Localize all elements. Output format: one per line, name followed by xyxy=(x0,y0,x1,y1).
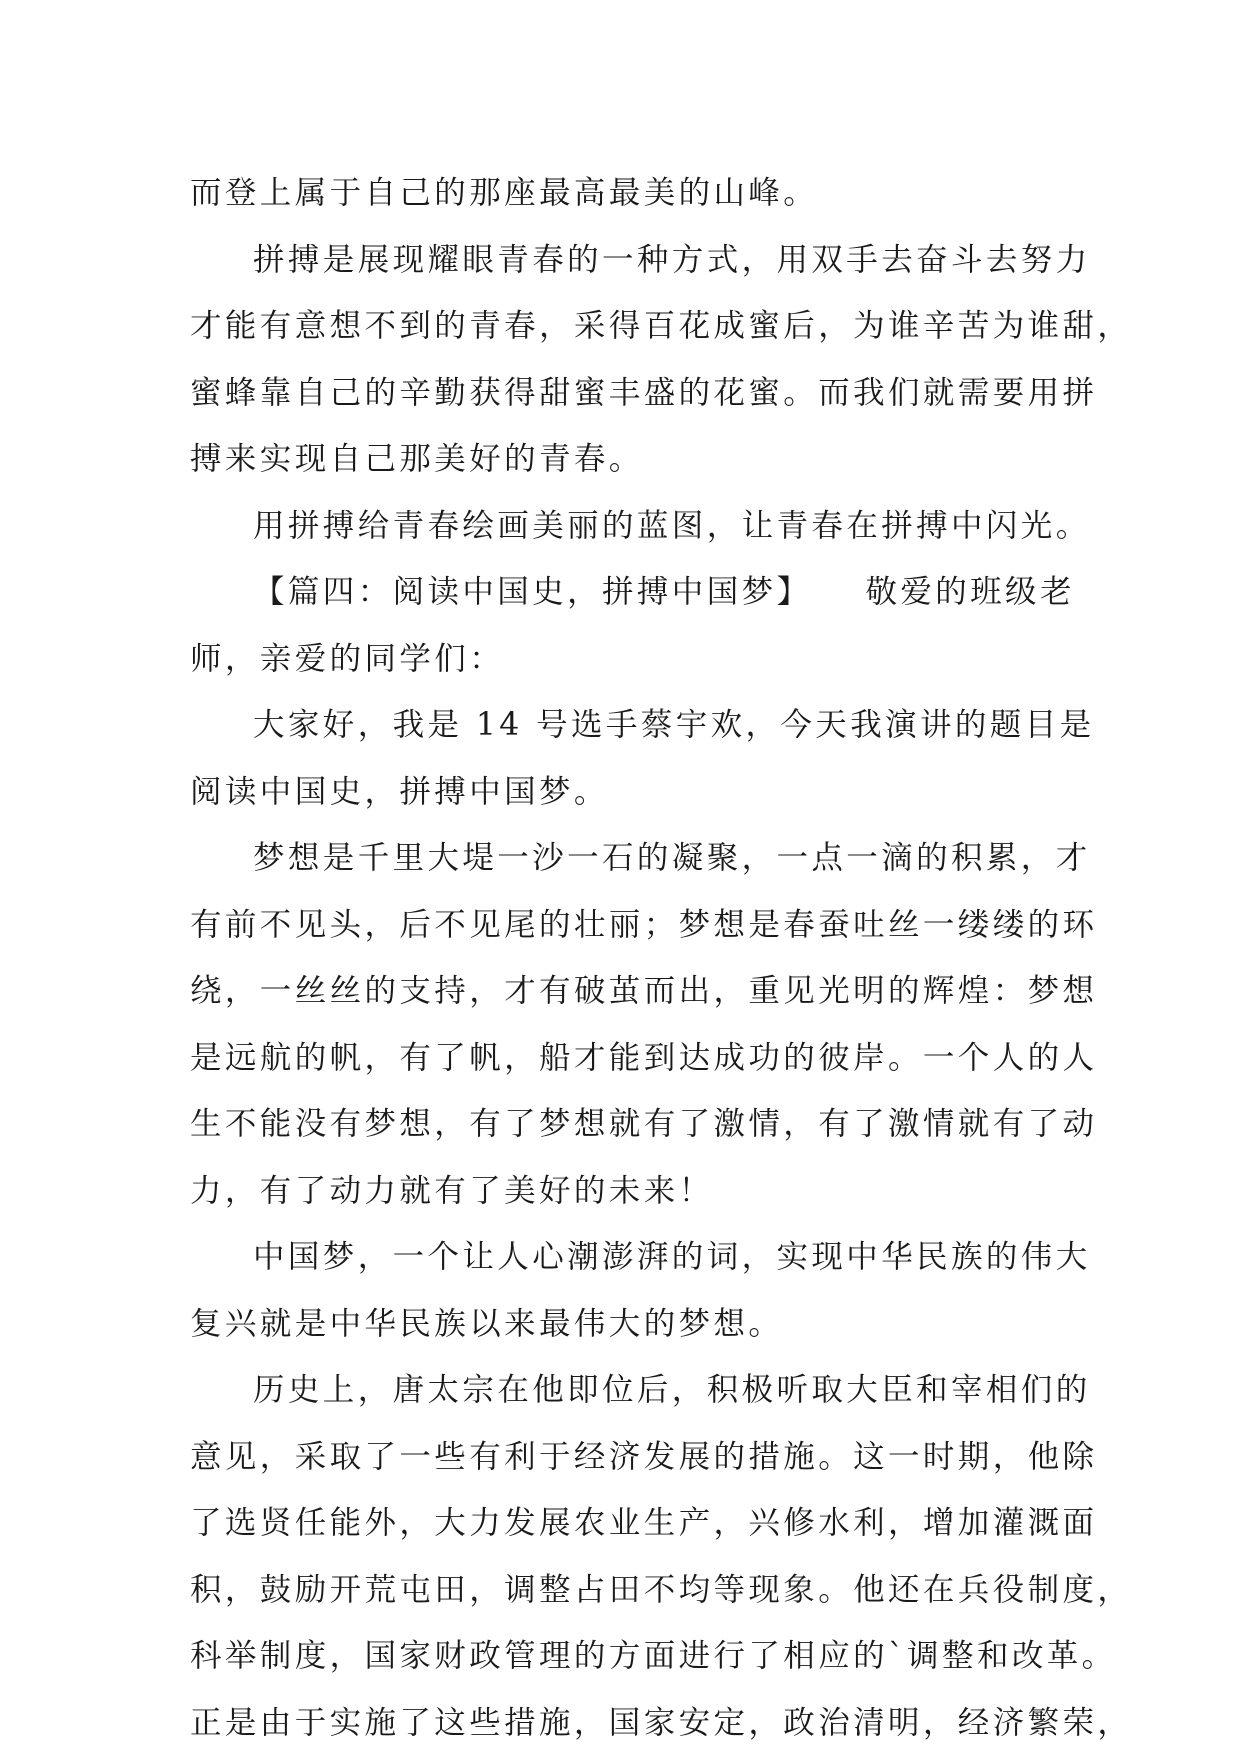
document-body xyxy=(190,160,1070,1756)
text-line: 正是由于实施了这些措施，国家安定，政治清明，经济繁荣， xyxy=(190,1690,1070,1756)
text-line: 绕，一丝丝的支持，才有破茧而出，重见光明的辉煌：梦想 xyxy=(190,958,1070,1025)
text-line: 用拼搏给青春绘画美丽的蓝图，让青春在拼搏中闪光。 xyxy=(190,493,1070,560)
text-line: 科举制度，国家财政管理的方面进行了相应的`调整和改革。 xyxy=(190,1623,1070,1690)
text-line: 历史上，唐太宗在他即位后，积极听取大臣和宰相们的 xyxy=(190,1357,1070,1424)
text-line: 而登上属于自己的那座最高最美的山峰。 xyxy=(190,160,1070,227)
text-line: 是远航的帆，有了帆，船才能到达成功的彼岸。一个人的人 xyxy=(190,1025,1070,1092)
text-line: 意见，采取了一些有利于经济发展的措施。这一时期，他除 xyxy=(190,1424,1070,1491)
text-line: 有前不见头，后不见尾的壮丽；梦想是春蚕吐丝一缕缕的环 xyxy=(190,892,1070,959)
text-line: 力，有了动力就有了美好的未来！ xyxy=(190,1158,1070,1225)
text-line: 大家好，我是 14 号选手蔡宇欢，今天我演讲的题目是 xyxy=(190,692,1070,759)
text-line: 师，亲爱的同学们： xyxy=(190,626,1070,693)
text-line: 复兴就是中华民族以来最伟大的梦想。 xyxy=(190,1291,1070,1358)
text-line: 搏来实现自己那美好的青春。 xyxy=(190,426,1070,493)
text-line: 阅读中国史，拼搏中国梦。 xyxy=(190,759,1070,826)
text-line: 生不能没有梦想，有了梦想就有了激情，有了激情就有了动 xyxy=(190,1091,1070,1158)
section-heading-line: 【篇四：阅读中国史，拼搏中国梦】 敬爱的班级老 xyxy=(190,559,1070,626)
text-line: 梦想是千里大堤一沙一石的凝聚，一点一滴的积累，才 xyxy=(190,825,1070,892)
text-line: 才能有意想不到的青春，采得百花成蜜后，为谁辛苦为谁甜， xyxy=(190,293,1070,360)
text-line: 中国梦，一个让人心潮澎湃的词，实现中华民族的伟大 xyxy=(190,1224,1070,1291)
text-line: 积，鼓励开荒屯田，调整占田不均等现象。他还在兵役制度， xyxy=(190,1557,1070,1624)
text-line: 了选贤任能外，大力发展农业生产，兴修水利，增加灌溉面 xyxy=(190,1490,1070,1557)
text-line: 蜜蜂靠自己的辛勤获得甜蜜丰盛的花蜜。而我们就需要用拼 xyxy=(190,360,1070,427)
text-line: 拼搏是展现耀眼青春的一种方式，用双手去奋斗去努力 xyxy=(190,227,1070,294)
